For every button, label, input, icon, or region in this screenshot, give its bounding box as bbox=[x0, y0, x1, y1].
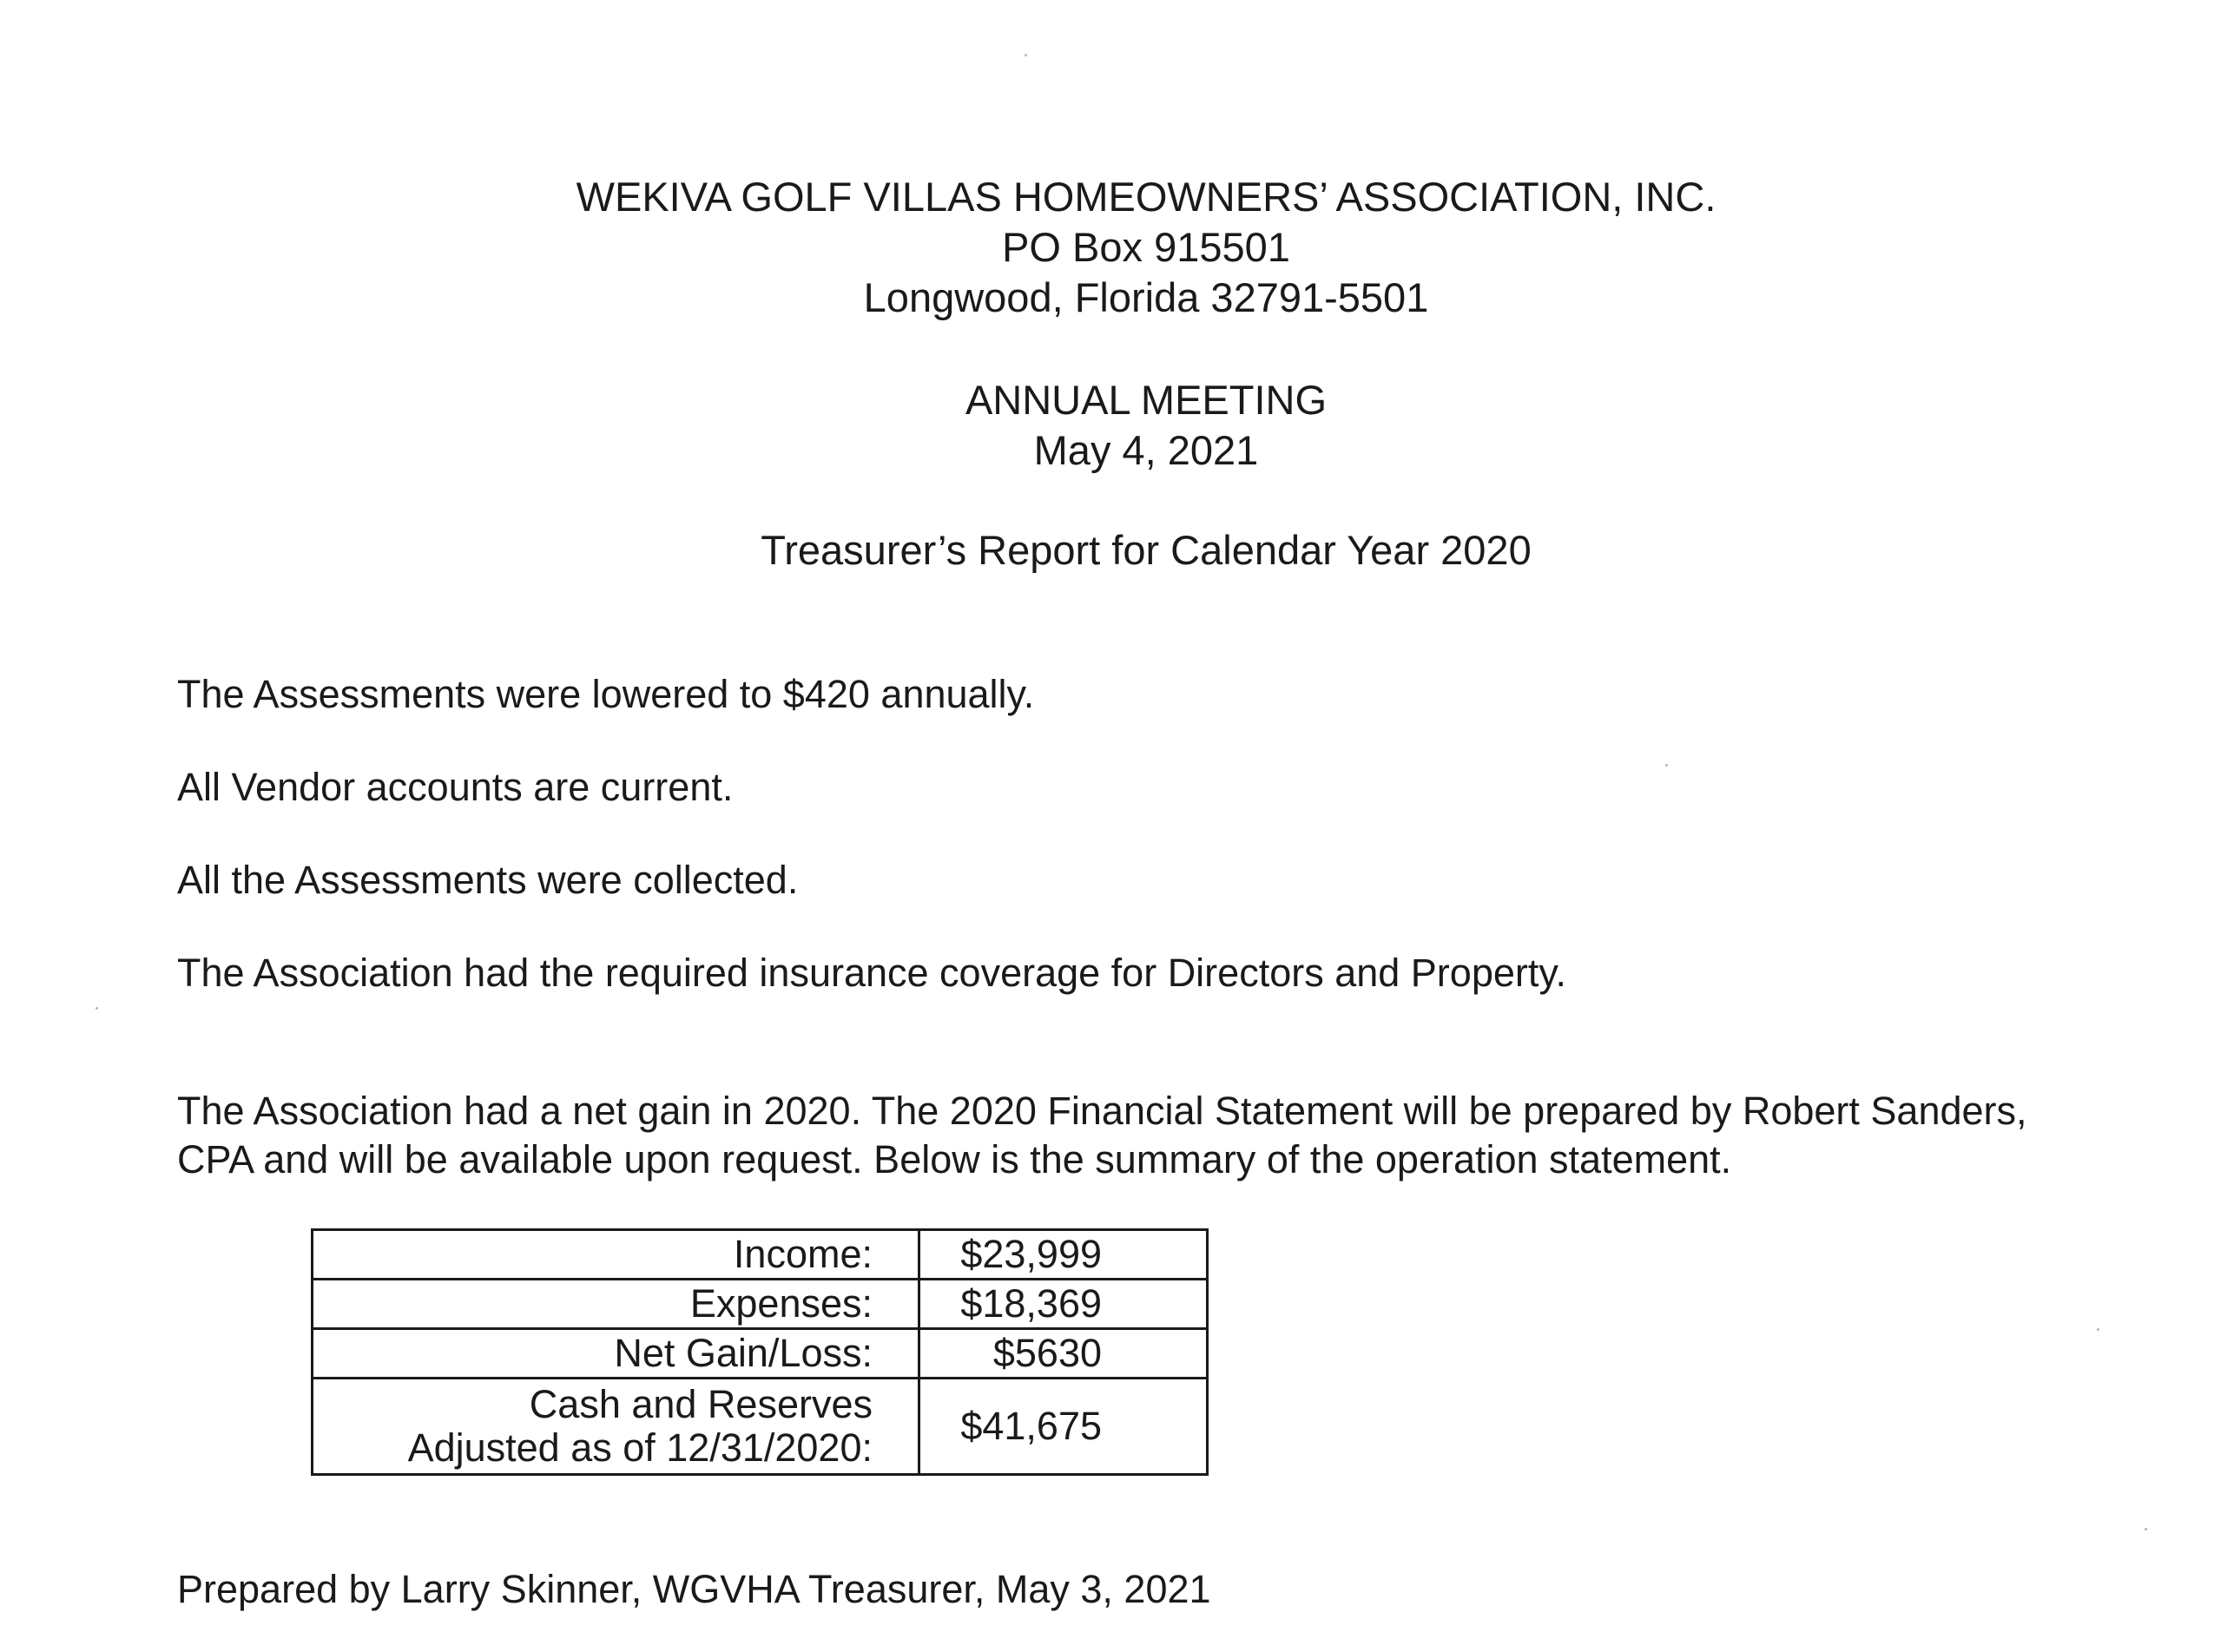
scan-speck bbox=[1665, 764, 1668, 767]
row-label: Net Gain/Loss: bbox=[313, 1329, 919, 1379]
row-value: $41,675 bbox=[919, 1379, 1208, 1475]
row-label-line-2: Adjusted as of 12/31/2020: bbox=[407, 1425, 873, 1470]
paragraph-net-gain-line-2: CPA and will be available upon request. Below is the summary of the operation statement. bbox=[177, 1137, 1732, 1181]
report-title bbox=[0, 525, 2214, 576]
organization-name: WEKIVA GOLF VILLAS HOMEOWNERS’ ASSOCIATION, INC. bbox=[576, 174, 1717, 220]
table-row bbox=[313, 1230, 1208, 1280]
row-value: $5630 bbox=[919, 1329, 1208, 1379]
paragraph-net-gain-line-1: The Association had a net gain in 2020. The 2020 Financial Statement will be prepared by Robert Sanders, bbox=[177, 1089, 2027, 1133]
row-value: $18,369 bbox=[919, 1280, 1208, 1329]
operation-summary-table bbox=[311, 1228, 1209, 1476]
prepared-by-footer: Prepared by Larry Skinner, WGVHA Treasurer, May 3, 2021 bbox=[177, 1567, 1211, 1611]
row-label: Expenses: bbox=[313, 1280, 919, 1329]
scan-speck bbox=[1025, 54, 1027, 56]
meeting-title: ANNUAL MEETING bbox=[965, 377, 1328, 423]
row-label bbox=[313, 1379, 919, 1475]
row-value: $23,999 bbox=[919, 1230, 1208, 1280]
scan-speck bbox=[2097, 1328, 2099, 1331]
meeting-date: May 4, 2021 bbox=[1033, 427, 1259, 473]
organization-header bbox=[0, 172, 2214, 323]
row-label-line-1: Cash and Reserves bbox=[529, 1382, 873, 1426]
table-row bbox=[313, 1379, 1208, 1475]
city-line: Longwood, Florida 32791-5501 bbox=[863, 274, 1429, 320]
table-row bbox=[313, 1329, 1208, 1379]
meeting-header bbox=[0, 375, 2214, 476]
paragraph-assessments-collected: All the Assessments were collected. bbox=[177, 858, 799, 902]
scan-speck bbox=[2145, 1528, 2147, 1530]
report-title-text: Treasurer’s Report for Calendar Year 2020 bbox=[761, 527, 1532, 573]
row-label: Income: bbox=[313, 1230, 919, 1280]
po-box: PO Box 915501 bbox=[1002, 224, 1290, 270]
paragraph-assessments-lowered: The Assessments were lowered to $420 annually. bbox=[177, 672, 1035, 716]
paragraph-vendor-accounts: All Vendor accounts are current. bbox=[177, 765, 734, 809]
table-row bbox=[313, 1280, 1208, 1329]
paragraph-insurance: The Association had the required insurance coverage for Directors and Property. bbox=[177, 951, 1567, 995]
scan-speck bbox=[96, 1007, 98, 1010]
